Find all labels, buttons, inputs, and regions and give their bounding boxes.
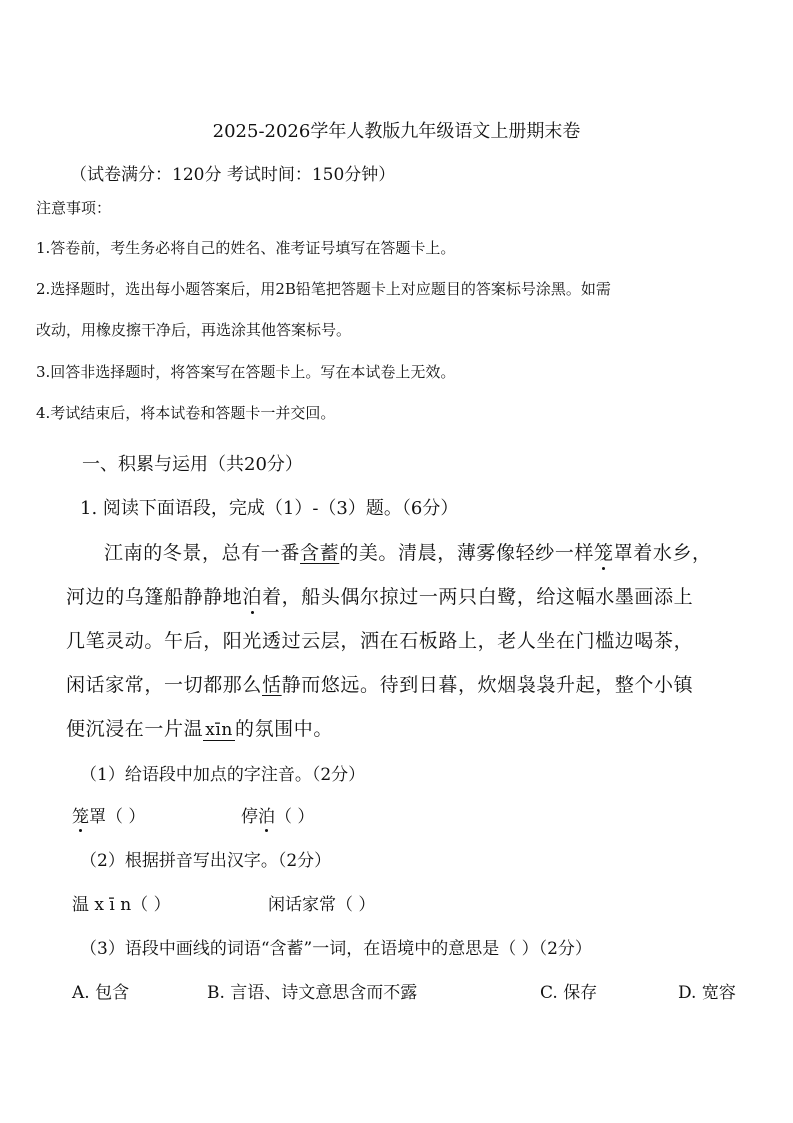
underlined-word: 含蓄 [300, 542, 340, 564]
pinyin-blank: xīn [205, 720, 233, 740]
passage-text: 静而悠远。待到日暮，炊烟袅袅升起，整个小镇 [281, 674, 694, 696]
notice-item-2: 2.选择题时，选出每小题答案后，用2B铅笔把答题卡上对应题目的答案标号涂黑。如需 [36, 280, 611, 298]
answer-blank[interactable]: （ ） [275, 807, 315, 827]
passage-text: 的氛围中。 [234, 718, 333, 740]
subquestion-2: （2）根据拼音写出汉字。（2分） [80, 851, 332, 871]
question-1: 1. 阅读下面语段，完成（1）-（3）题。（6分） [80, 498, 459, 519]
answer-blank[interactable]: 罩（ ） [89, 807, 146, 827]
notice-item-4: 4.考试结束后，将本试卷和答题卡一并交回。 [36, 404, 336, 422]
subquestion-3: （3）语段中画线的词语“含蓄”一词，在语境中的意思是（ ）（2分） [80, 939, 592, 959]
option-b[interactable]: B. 言语、诗文意思含而不露 [207, 983, 418, 1003]
passage-text: 河边的乌篷船静静地 [66, 586, 243, 608]
option-d[interactable]: D. 宽容 [678, 983, 736, 1003]
answer-text: 停 [241, 807, 258, 827]
passage-line-1 [104, 538, 712, 565]
notice-item-3: 3.回答非选择题时，将答案写在答题卡上。写在本试卷上无效。 [36, 363, 456, 381]
dotted-char: 泊 [242, 582, 262, 609]
option-c[interactable]: C. 保存 [540, 983, 598, 1003]
passage-text: 着，船头偶尔掠过一两只白鹭，给这幅水墨画添上 [262, 586, 694, 608]
subquestion-2-answer-b[interactable]: 闲话家常（ ） [268, 895, 376, 915]
passage-line-2 [66, 582, 693, 609]
subquestion-1-answer-b [241, 802, 314, 827]
exam-info: （试卷满分：120分 考试时间：150分钟） [70, 165, 396, 185]
dotted-char: 泊 [258, 802, 275, 827]
option-a[interactable]: A. 包含 [72, 983, 130, 1003]
dotted-char: 笼 [72, 802, 89, 827]
underlined-word: 恬 [262, 674, 282, 696]
passage-text: 闲话家常，一切都那么 [66, 674, 263, 696]
passage-text: 罩着水乡， [613, 542, 712, 564]
subquestion-2-answer-a[interactable]: 温 x ī n（ ） [72, 895, 171, 915]
passage-text: 的美。清晨，薄雾像轻纱一样 [339, 542, 595, 564]
exam-title: 2025-2026学年人教版九年级语文上册期末卷 [212, 121, 581, 142]
passage-line-4 [66, 670, 693, 697]
passage-line-3: 几笔灵动。午后，阳光透过云层，洒在石板路上，老人坐在门槛边喝茶， [66, 630, 694, 652]
passage-text: 江南的冬景，总有一番 [104, 542, 301, 564]
passage-text: 便沉浸在一片温 [66, 718, 204, 740]
subquestion-1: （1）给语段中加点的字注音。（2分） [80, 765, 366, 785]
section-title: 一、积累与运用（共20分） [82, 454, 303, 475]
notice-heading: 注意事项： [36, 199, 112, 217]
notice-item-1: 1.答卷前，考生务必将自己的姓名、准考证号填写在答题卡上。 [36, 239, 456, 257]
subquestion-1-answer-a [72, 802, 145, 827]
passage-line-5 [66, 714, 333, 741]
notice-item-2-cont: 改动，用橡皮擦干净后，再选涂其他答案标号。 [36, 321, 352, 339]
dotted-char: 笼 [594, 538, 614, 565]
